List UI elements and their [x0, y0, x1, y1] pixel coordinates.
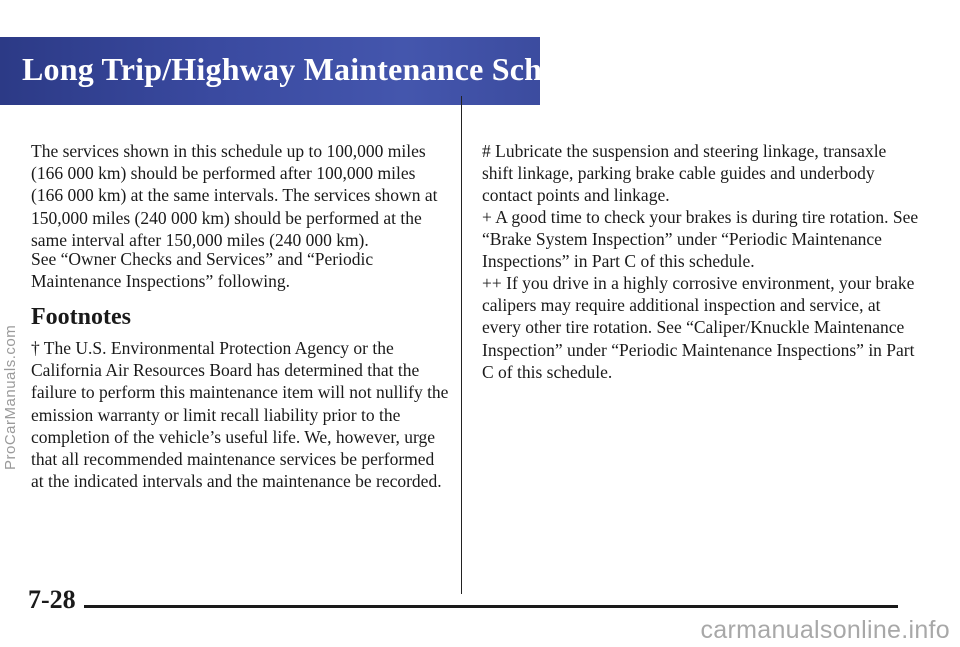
- footer-rule: [84, 605, 898, 608]
- caliper-note: ++ If you drive in a highly corrosive environment, your brake calipers may require additional inspection and service, at every other tire rotation. See “Caliper/Knuckle Maintenance Inspection” under “Periodic Maintenance Inspections” in Part C of this schedule.: [482, 273, 915, 382]
- page-title: Long Trip/Highway Maintenance Schedule: [22, 51, 617, 87]
- see-also-paragraph: See “Owner Checks and Services” and “Periodic Maintenance Inspections” following.: [31, 249, 374, 292]
- footnotes-heading: Footnotes: [31, 304, 131, 330]
- brake-check-note: + A good time to check your brakes is during tire rotation. See “Brake System Inspection” under “Periodic Maintenance Inspections” in Part C of this schedule.: [482, 207, 919, 272]
- side-watermark: ProCarManuals.com: [2, 324, 19, 470]
- title-banner: [0, 37, 617, 105]
- bottom-watermark: carmanualsonline.info: [700, 616, 950, 644]
- page-number: 7-28: [28, 585, 76, 614]
- column-divider: [461, 96, 462, 594]
- lubricate-note: # Lubricate the suspension and steering linkage, transaxle shift linkage, parking brake cable guides and underbody contact points and linkage.: [482, 141, 887, 206]
- footnote-dagger-paragraph: † The U.S. Environmental Protection Agency or the California Air Resources Board has determined that the failure to perform this maintenance item will not nullify the emission warranty or limit recall liability prior to the completion of the vehicle’s useful life. We, however, urge that all recommended maintenance services be performed at the indicated intervals and the maintenance be recorded.: [31, 338, 449, 492]
- intro-paragraph: The services shown in this schedule up to 100,000 miles (166 000 km) should be performed after 100,000 miles (166 000 km) at the same intervals. The services shown at 150,000 miles (240 000 km) should be performed at the same interval after 150,000 miles (240 000 km).: [31, 141, 438, 250]
